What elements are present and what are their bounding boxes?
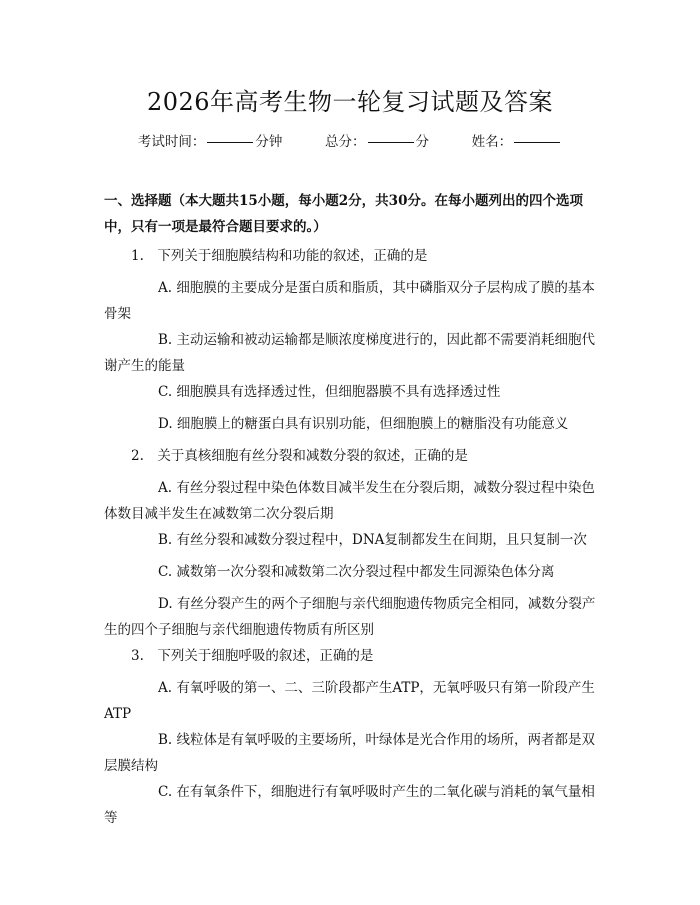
section-heading: 一、选择题（本大题共15小题，每小题2分，共30分。在每小题列出的四个选项中，只有一项是最符合题目要求的。） <box>104 193 583 235</box>
question-1-option-c[interactable]: C. 细胞膜具有选择透过性，但细胞器膜不具有选择透过性 <box>158 384 501 400</box>
question-2-option-b[interactable]: B. 有丝分裂和减数分裂过程中，DNA复制都发生在间期，且只复制一次 <box>158 532 587 548</box>
question-1-option-a[interactable]: A. 细胞膜的主要成分是蛋白质和脂质，其中磷脂双分子层构成了膜的基本骨架 <box>104 280 595 322</box>
score-label: 总分： <box>325 134 366 150</box>
question-1-option-d[interactable]: D. 细胞膜上的糖蛋白具有识别功能，但细胞膜上的糖脂没有功能意义 <box>158 416 569 432</box>
question-3-option-a[interactable]: A. 有氧呼吸的第一、二、三阶段都产生ATP，无氧呼吸只有第一阶段产生ATP <box>104 680 595 722</box>
time-unit: 分钟 <box>255 134 283 150</box>
exam-meta <box>0 130 700 150</box>
question-3-option-b[interactable]: B. 线粒体是有氧呼吸的主要场所，叶绿体是光合作用的场所，两者都是双层膜结构 <box>104 732 596 774</box>
question-1-option-b[interactable]: B. 主动运输和被动运输都是顺浓度梯度进行的，因此都不需要消耗细胞代谢产生的能量 <box>104 332 596 374</box>
question-1-stem: 1. 下列关于细胞膜结构和功能的叙述，正确的是 <box>131 248 428 264</box>
question-2-stem: 2. 关于真核细胞有丝分裂和减数分裂的叙述，正确的是 <box>131 448 468 464</box>
name-blank[interactable] <box>514 141 560 143</box>
question-3-option-c[interactable]: C. 在有氧条件下，细胞进行有氧呼吸时产生的二氧化碳与消耗的氧气量相等 <box>104 784 595 826</box>
time-blank[interactable] <box>207 141 253 143</box>
time-label: 考试时间： <box>137 134 206 150</box>
question-3-stem: 3. 下列关于细胞呼吸的叙述，正确的是 <box>131 648 374 664</box>
question-2-option-a[interactable]: A. 有丝分裂过程中染色体数目减半发生在分裂后期，减数分裂过程中染色体数目减半发生在减数第二次分裂后期 <box>104 480 595 522</box>
score-unit: 分 <box>415 134 429 150</box>
name-label: 姓名： <box>471 134 513 150</box>
question-2-option-d[interactable]: D. 有丝分裂产生的两个子细胞与亲代细胞遗传物质完全相同，减数分裂产生的四个子细胞与亲代细胞遗传物质有所区别 <box>104 596 596 638</box>
question-2-option-c[interactable]: C. 减数第一次分裂和减数第二次分裂过程中都发生同源染色体分离 <box>158 564 555 580</box>
score-blank[interactable] <box>368 141 414 143</box>
exam-title: 2026年高考生物一轮复习试题及答案 <box>146 88 554 116</box>
